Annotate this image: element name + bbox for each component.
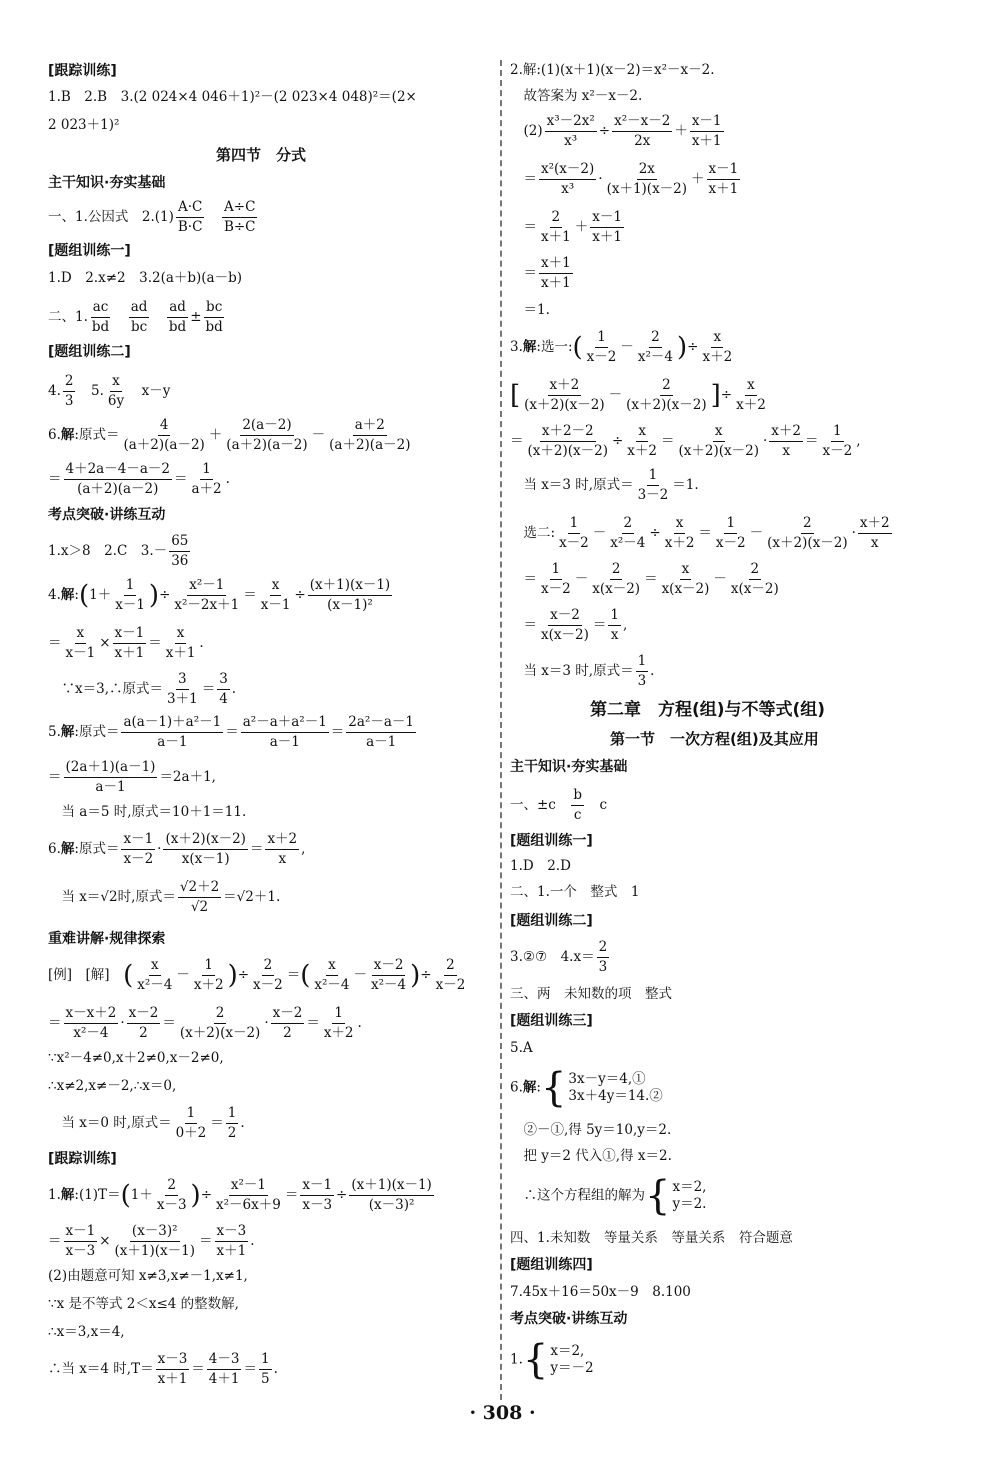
left-line-16: ＝ $\frac{x}{x-1}$ × $\frac{x-1}{x+1}$ ＝ $\frac{x}{x+1}$ . (48, 625, 204, 661)
left-line-4: 主干知识·夯实基础 (48, 175, 166, 191)
left-line-13: 考点突破·讲练互动 (48, 507, 166, 523)
left-line-26: ∵x²－4≠0,x＋2≠0,x－2≠0, (48, 1050, 224, 1066)
right-line-2: (2) $\frac{\text{x³－2x²}}{\text{x³}}$ ÷ $\frac{\text{x²－x－2}}{2x}$ ＋ $\frac{x-1}{x+1}$ (510, 113, 722, 149)
right-line-3: ＝ $\frac{\text{x²(x－2)}}{\text{x³}}$ · $\frac{2x}{(x+1)(x-2)}$ ＋ $\frac{x-1}{x+1}$ (510, 161, 739, 197)
right-line-33: 7.45x＋16＝50x－9 8.100 (510, 1284, 691, 1300)
right-line-24: 三、两 未知数的项 整式 (510, 986, 672, 1002)
right-line-0: 2.解:(1)(x＋1)(x－2)＝x²－x－2. (510, 62, 715, 78)
left-line-25: ＝ $\frac{x-x+2}{\text{x²－4}}$ · $\frac{x-2}{2}$ ＝ $\frac{2}{(x+2)(x-2)}$ · $\frac{x-2}{2}$ ＝ $\frac{1}{x+2}$ . (48, 1005, 362, 1041)
left-line-31: ＝ $\frac{x-1}{x-3}$ × $\frac{\text{(x－3)²}}{(x+1)(x-1)}$ ＝ $\frac{x-3}{x+1}$ . (48, 1223, 255, 1259)
page-number: · 308 · (469, 1402, 536, 1424)
left-line-15: 4.解:(1＋ $\frac{1}{x-1}$ )÷ $\frac{\text{x²－1}}{\text{x²－2x＋1}}$ ＝ $\frac{x}{x-1}$ ÷ $\frac{(x+1)(x-1)}{\text{(x－1)²}}$ (48, 577, 391, 613)
right-line-26: 5.A (510, 1040, 533, 1056)
left-line-34: ∴x＝3,x＝4, (48, 1324, 125, 1340)
right-line-6: ＝1. (510, 302, 550, 318)
left-line-32: (2)由题意可知 x≠3,x≠－1,x≠1, (48, 1268, 248, 1284)
left-line-3: 第四节 分式 (216, 146, 307, 164)
right-line-25: [题组训练三] (510, 1013, 593, 1029)
left-line-24: [例] [解] ( $\frac{x}{\text{x²－4}}$ － $\frac{1}{x+2}$ )÷ $\frac{2}{x-2}$ ＝( $\frac{x}{\text{x²－4}}$ － $\frac{x-2}{\text{x²－4}}$ )÷ $\frac{2}{x-2}$ (48, 957, 466, 993)
left-line-35: ∴当 x＝4 时,T＝ $\frac{x-3}{x+1}$ ＝ $\frac{4-3}{4+1}$ ＝ $\frac{1}{5}$ . (48, 1351, 278, 1387)
left-line-22: 当 x＝√2时,原式＝ $\frac{√2+2}{√2}$ ＝√2＋1. (48, 879, 281, 915)
left-line-20: 当 a＝5 时,原式＝10＋1＝11. (48, 804, 247, 820)
right-line-12: ＝ $\frac{1}{x-2}$ － $\frac{2}{x(x-2)}$ ＝ $\frac{x}{x(x-2)}$ － $\frac{2}{x(x-2)}$ (510, 561, 779, 597)
right-line-30: ∴这个方程组的解为 { x＝2, y＝2. (510, 1173, 707, 1219)
left-line-6: [题组训练一] (48, 243, 131, 259)
left-line-18: 5.解:原式＝ $\frac{\text{a(a－1)＋a²－1}}{a-1}$ ＝ $\frac{\text{a²－a＋a²－1}}{a-1}$ ＝ $\frac{\text{2a²－a－1}}{a-1}$ (48, 714, 414, 750)
right-line-15: 第二章 方程(组)与不等式(组) (590, 700, 826, 720)
right-line-13: ＝ $\frac{x-2}{x(x-2)}$ ＝ $\frac{1}{x}$ , (510, 607, 628, 643)
right-line-9: ＝ $\frac{x+2-2}{(x+2)(x-2)}$ ÷ $\frac{x}{x+2}$ ＝ $\frac{x}{(x+2)(x-2)}$ · $\frac{x+2}{x}$ ＝ $\frac{1}{x-2}$ , (510, 423, 861, 459)
right-line-10: 当 x＝3 时,原式＝ $\frac{1}{3-2}$ ＝1. (510, 467, 699, 503)
left-line-9: [题组训练二] (48, 344, 131, 360)
left-line-7: 1.D 2.x≠2 3.2(a＋b)(a－b) (48, 270, 243, 286)
left-line-8: 二、1. $\frac{ac}{bd}$ $\frac{ad}{bc}$ $\frac{ad}{bd}$ ± $\frac{bc}{bd}$ (48, 299, 223, 335)
left-line-19: ＝ $\frac{(2a+1)(a-1)}{a-1}$ ＝2a＋1, (48, 759, 216, 795)
left-line-30: 1.解:(1)T＝(1＋ $\frac{2}{x-3}$ )÷ $\frac{\text{x²－1}}{\text{x²－6x＋9}}$ ＝ $\frac{x-1}{x-3}$ ÷ $\frac{(x+1)(x-1)}{\text{(x－3)²}}$ (48, 1177, 432, 1213)
column-divider (500, 60, 502, 1400)
left-line-2: 2 023＋1)² (48, 117, 120, 133)
right-line-28: ②－①,得 5y＝10,y＝2. (510, 1122, 672, 1138)
right-line-8: [ $\frac{x+2}{(x+2)(x-2)}$ － $\frac{2}{(x+2)(x-2)}$ ]÷ $\frac{x}{x+2}$ (510, 377, 766, 413)
right-line-23: 3.②⑦ 4.x＝ $\frac{2}{3}$ (510, 939, 608, 975)
right-line-14: 当 x＝3 时,原式＝ $\frac{1}{3}$ . (510, 653, 655, 689)
left-line-11: 6.解:原式＝ $\frac{4}{(a+2)(a-2)}$ ＋ $\frac{2(a-2)}{(a+2)(a-2)}$ － $\frac{a+2}{(a+2)(a-2)}$ (48, 417, 411, 453)
left-line-21: 6.解:原式＝ $\frac{x-1}{x-2}$ · $\frac{(x+2)(x-2)}{x(x-1)}$ ＝ $\frac{x+2}{x}$ , (48, 831, 306, 867)
right-line-22: [题组训练二] (510, 913, 593, 929)
right-line-11: 选二: $\frac{1}{x-2}$ － $\frac{2}{\text{x²－4}}$ ÷ $\frac{x}{x+2}$ ＝ $\frac{1}{x-2}$ － $\frac{2}{(x+2)(x-2)}$ · $\frac{x+2}{x}$ (510, 515, 890, 551)
left-line-33: ∵x 是不等式 2＜x≤4 的整数解, (48, 1296, 239, 1312)
right-line-5: ＝ $\frac{x+1}{x+1}$ (510, 255, 571, 291)
right-line-17: 主干知识·夯实基础 (510, 759, 628, 775)
left-line-28: 当 x＝0 时,原式＝ $\frac{1}{0+2}$ ＝ $\frac{1}{2}$ . (48, 1105, 245, 1141)
right-line-18: 一、±c $\frac{b}{c}$ c (510, 787, 608, 823)
left-line-10: 4. $\frac{2}{3}$ 5. $\frac{x}{6y}$ x－y (48, 373, 171, 409)
left-line-14: 1.x＞8 2.C 3.－ $\frac{65}{36}$ (48, 533, 189, 569)
right-line-32: [题组训练四] (510, 1257, 593, 1273)
right-line-34: 考点突破·讲练互动 (510, 1311, 628, 1327)
left-line-27: ∴x≠2,x≠－2,∴x＝0, (48, 1078, 177, 1094)
right-line-35: 1. { x＝2, y＝－2 (510, 1337, 594, 1383)
right-line-29: 把 y＝2 代入①,得 x＝2. (510, 1148, 672, 1164)
left-line-17: ∵x＝3,∴原式＝ $\frac{3}{3+1}$ ＝ $\frac{3}{4}$ . (48, 671, 237, 707)
right-line-19: [题组训练一] (510, 833, 593, 849)
left-line-1: 1.B 2.B 3.(2 024×4 046＋1)²－(2 023×4 048)²＝(2× (48, 89, 417, 105)
left-line-29: [跟踪训练] (48, 1151, 117, 1167)
right-line-7: 3.解:选一:( $\frac{1}{x-2}$ － $\frac{2}{\text{x²－4}}$ )÷ $\frac{x}{x+2}$ (510, 329, 733, 365)
right-line-16: 第一节 一次方程(组)及其应用 (610, 730, 819, 748)
left-line-23: 重难讲解·规律探索 (48, 931, 166, 947)
right-line-1: 故答案为 x²－x－2. (510, 88, 643, 104)
left-line-5: 一、1.公因式 2.(1) $\frac{A\cdot C}{B\cdot C}$ $\frac{A\div C}{B\div C}$ (48, 199, 256, 235)
right-line-4: ＝ $\frac{2}{x+1}$ ＋ $\frac{x-1}{x+1}$ (510, 209, 622, 245)
left-line-0: [跟踪训练] (48, 63, 117, 79)
left-line-12: ＝ $\frac{4+2a-4-a-2}{(a+2)(a-2)}$ ＝ $\frac{1}{a+2}$ . (48, 461, 230, 497)
right-line-31: 四、1.未知数 等量关系 等量关系 符合题意 (510, 1230, 793, 1246)
right-line-27: 6.解: { 3x－y＝4,① 3x＋4y＝14.② (510, 1065, 663, 1111)
right-line-21: 二、1.一个 整式 1 (510, 884, 640, 900)
right-line-20: 1.D 2.D (510, 858, 571, 874)
